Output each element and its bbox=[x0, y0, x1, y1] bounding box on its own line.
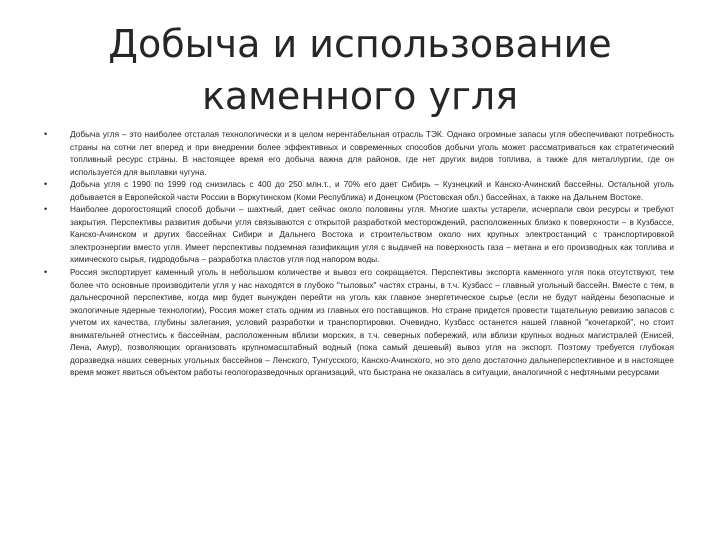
bullet-item-3 bbox=[44, 203, 674, 266]
bullet-list bbox=[44, 128, 674, 379]
bullet-item-4 bbox=[44, 266, 674, 379]
slide-title: Добыча и использование каменного угля bbox=[108, 22, 612, 118]
bullet-text: Россия экспортирует каменный уголь в небольшом количестве и вывоз его сокращается. Перспективы экспорта каменного угля пока отсутствуют, тем более что основные производители угля у нас находятся в глубоко "тыловых" частях страны, в т.ч. Кузбасс – главный угольный бассейн. Вместе с тем, в дальнесрочной перспективе, когда мир будет вынужден перейти на уголь как главное энергетическое сырье (если не будут найдены безопасные и экологичные ядерные технологии), Россия может стать одним из главных его поставщиков. Но стране придется провести тщательную ревизию запасов с учетом их качества, глубины залегания, условий разработки и транспортировки. Очевидно, Кузбасс останется нашей главной "кочегаркой", но стоит внимательней отнестись к бассейнам, расположенным вблизи морских, в т.ч. северных побережий, или вблизи крупных водных магистралей (Енисей, Лена, Амур), позволяющих организовать крупномасштабный водный (пока самый дешевый) вывоз угля на экспорт. Поэтому требуется глубокая доразведка наших северных угольных бассейнов – Ленского, Тунгусского, Канско-Ачинского, но это дело достаточно дальнеперспективное и в настоящее время может явиться объектом работы геологоразведочных организаций, что быстрана не оказалась в ситуации, аналогичной с нефтяными ресурсами bbox=[70, 267, 674, 378]
bullet-item-2 bbox=[44, 178, 674, 203]
bullet-text: Наиболее дорогостоящий способ добычи – шахтный, дает сейчас около половины угля. Многие шахты устарели, исчерпали свои ресурсы и требуют закрытия. Перспективы развития добычи угля связываются с открытой разработкой месторождений, расположенных близко к поверхности – в Кузбассе, Канско-Ачинском и других бассейнах Сибири и Дальнего Востока и строительством около них крупных электростанций с транспортировкой электроэнергии вместо угля. Имеет перспективы подземная газификация угля с выдачей на поверхность газа – метана и его производных как топлива и химического сырья, гидродобыча – разработка пластов угля под напором воды. bbox=[70, 204, 674, 265]
bullet-text: Добыча угля с 1990 по 1999 год снизилась с 400 до 250 млн.т., и 70% его дает Сибирь – Кузнецкий и Канско-Ачинский бассейны. Остальной уголь добывается в Европейской части России в Воркутинском (Коми Республика) и Донецком (Ростовская обл.) бассейнах, а также на Дальнем Востоке. bbox=[70, 179, 674, 202]
bullet-dot-icon: • bbox=[44, 129, 48, 139]
bullet-dot-icon: • bbox=[44, 204, 48, 215]
bullet-dot-icon: • bbox=[44, 267, 48, 278]
bullet-item-1 bbox=[44, 128, 674, 178]
bullet-dot-icon: • bbox=[44, 179, 48, 190]
bullet-text: Добыча угля – это наиболее отсталая технологически и в целом нерентабельная отрасль ТЭК. Однако огромные запасы угля обеспечивают потребность страны на сотни лет вперед и при внедрении более эффективных и современных способов добычи уголь может рассматриваться как стратегический топливный ресурс страны. В настоящее время его добыча важна для районов, где нет других видов топлива, а также для металлургии, где он используется для выплавки чугуна. bbox=[70, 129, 674, 177]
